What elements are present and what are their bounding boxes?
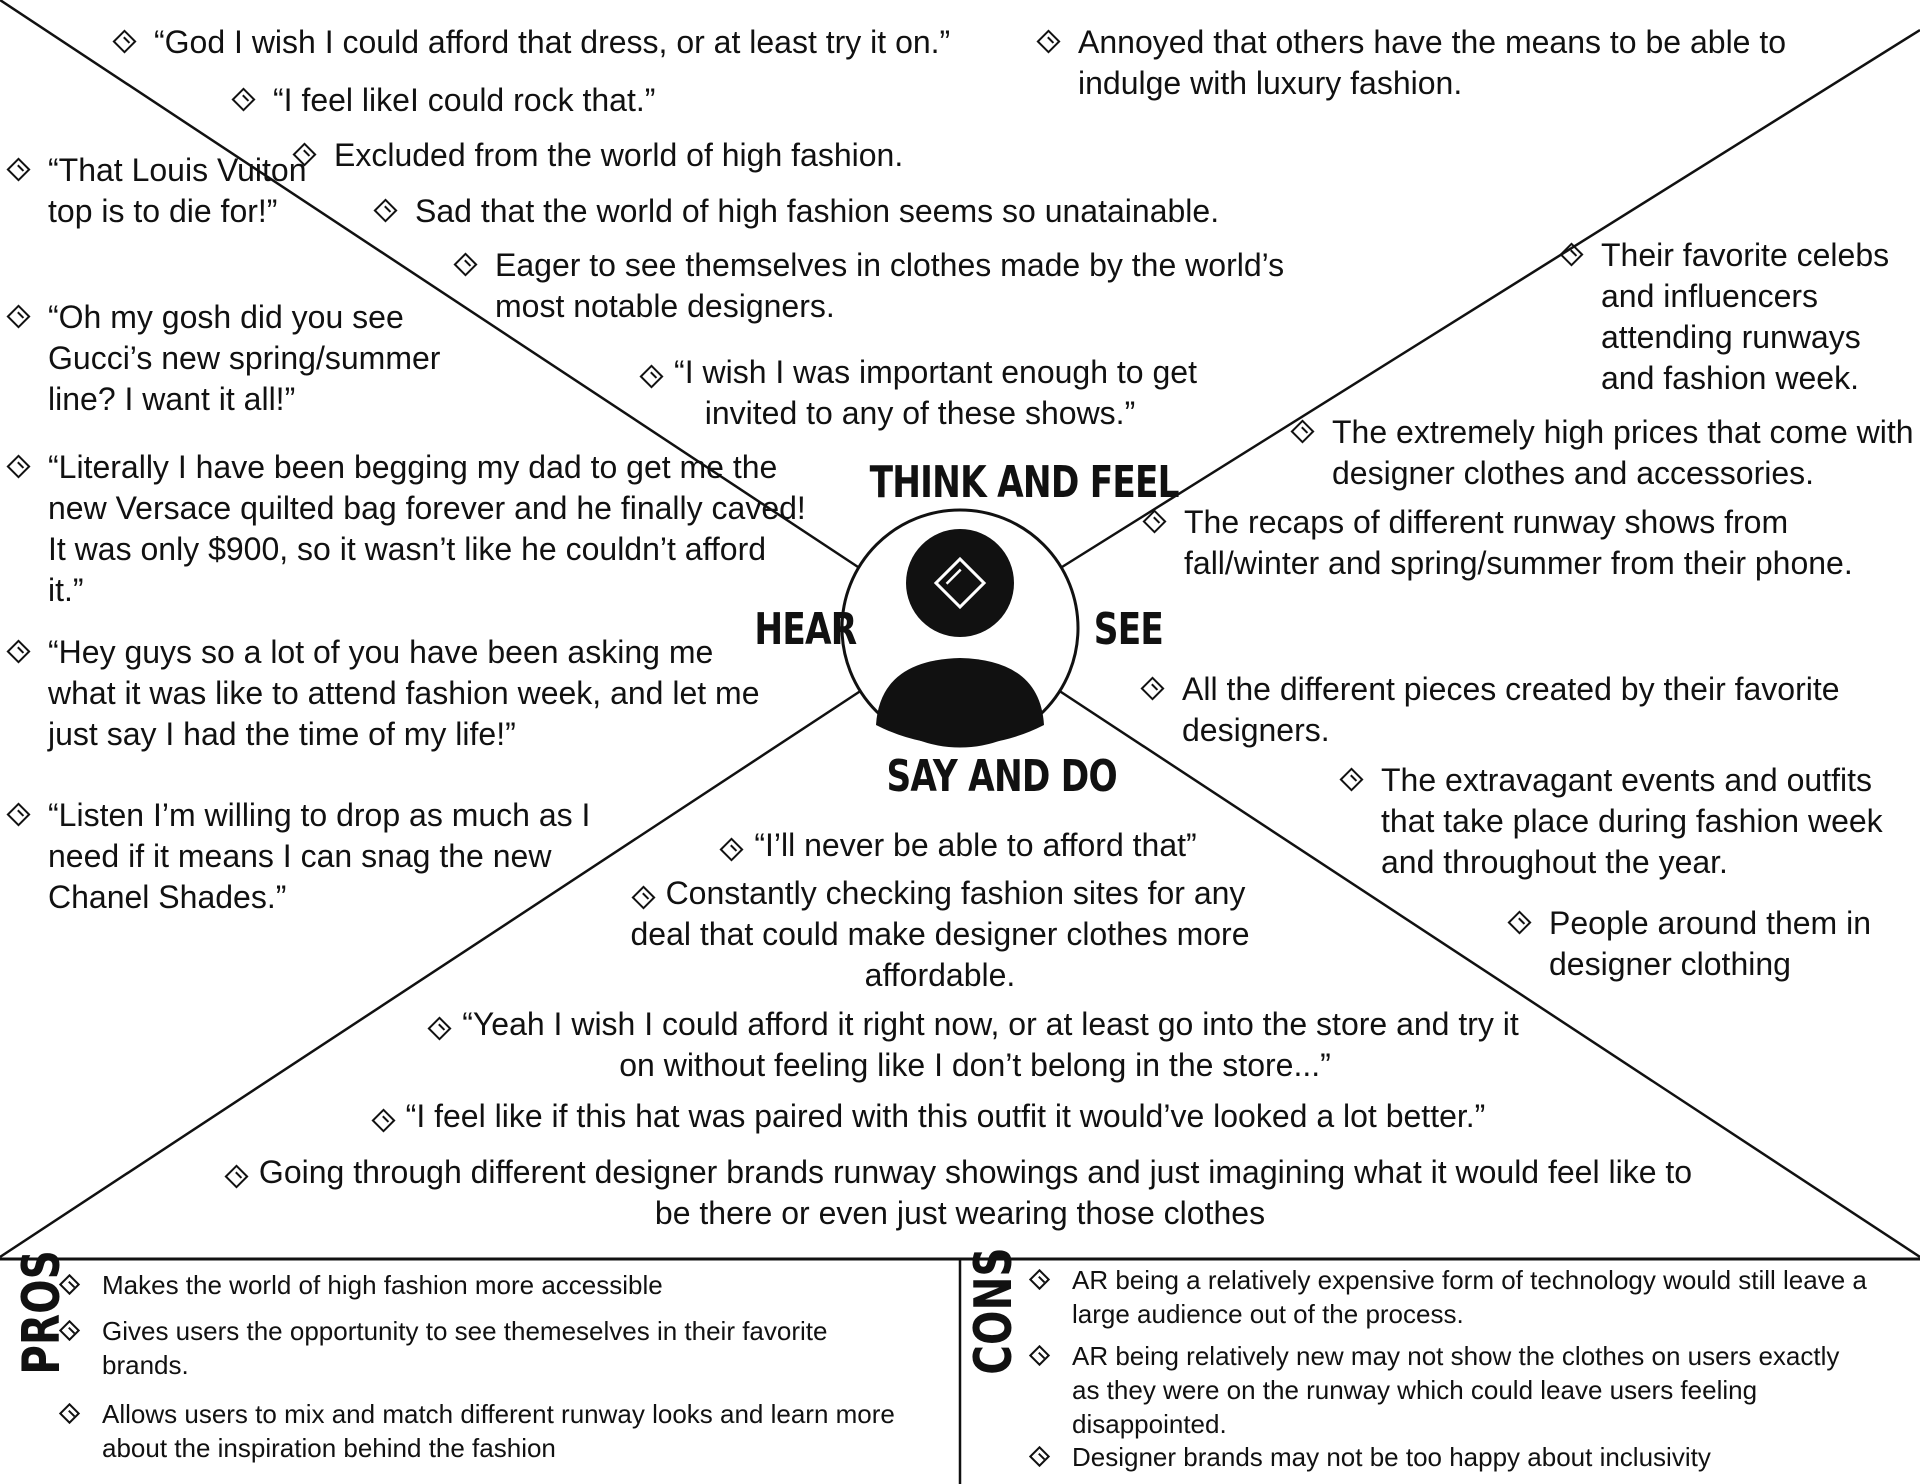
think-feel-item: Annoyed that others have the means to be able to indulge with luxury fashion. [1040, 22, 1840, 104]
think-feel-item: Excluded from the world of high fashion. [296, 135, 976, 176]
bullet-icon [640, 364, 664, 388]
avatar-head [906, 529, 1014, 637]
say-do-item: “Yeah I wish I could afford it right now, or at least go into the store and try it on without feeling like I don’t belong in the store...” [425, 1004, 1525, 1086]
say-do-item: Going through different designer brands runway showings and just imagining what it would feel like to be there or even just wearing those clothes [210, 1152, 1710, 1234]
say-do-item: “I feel like if this hat was paired with this outfit it would’ve looked a lot better.” [300, 1096, 1560, 1137]
cons-item: Designer brands may not be too happy about inclusivity [1032, 1440, 1892, 1474]
cons-item: AR being a relatively expensive form of technology would still leave a large audience out of the process. [1032, 1263, 1872, 1331]
hear-item: “Hey guys so a lot of you have been asking me what it was like to attend fashion week, and let me just say I had the time of my life!” [10, 632, 780, 755]
think-feel-item: Sad that the world of high fashion seems so unatainable. [377, 191, 1277, 232]
pros-label: PROS [12, 1250, 72, 1375]
hear-item: “Listen I’m willing to drop as much as I need if it means I can snag the new Chanel Shades.” [10, 795, 650, 918]
cons-label: CONS [964, 1247, 1024, 1375]
cons-item: AR being relatively new may not show the clothes on users exactly as they were on the runway which could leave users feeling disappointed. [1032, 1339, 1872, 1441]
pros-item: Gives users the opportunity to see themeselves in their favorite brands. [62, 1314, 882, 1382]
hear-label: HEAR [754, 604, 857, 655]
see-item: The extremely high prices that come with designer clothes and accessories. [1294, 412, 1914, 494]
see-item: The extravagant events and outfits that take place during fashion week and throughout the year. [1343, 760, 1915, 883]
hear-item: “That Louis Vuiton top is to die for!” [10, 150, 310, 232]
bullet-icon [224, 1164, 248, 1188]
see-item: The recaps of different runway shows from fall/winter and spring/summer from their phone. [1146, 502, 1916, 584]
bullet-icon [428, 1016, 452, 1040]
think-feel-item: “I wish I was important enough to get invited to any of these shows.” [605, 352, 1235, 434]
user-avatar-icon [842, 510, 1078, 746]
say-do-item: “I’ll never be able to afford that” [630, 825, 1290, 866]
hear-item: “Oh my gosh did you see Gucci’s new spring/summer line? I want it all!” [10, 297, 480, 420]
bullet-icon [720, 837, 744, 861]
say-do-item: Constantly checking fashion sites for any deal that could make designer clothes more affordable. [630, 875, 1250, 993]
see-item: People around them in designer clothing [1511, 903, 1915, 985]
hear-item: “Literally I have been begging my dad to get me the new Versace quilted bag forever and he finally caved! It was only $900, so it wasn’t like he couldn’t afford it.” [10, 447, 810, 611]
think-feel-item: “God I wish I could afford that dress, or at least try it on.” [116, 22, 1036, 63]
see-item: All the different pieces created by their favorite designers. [1144, 669, 1920, 751]
think-feel-label: THINK AND FEEL [869, 457, 1179, 508]
pros-item: Allows users to mix and match different runway looks and learn more about the inspiration behind the fashion [62, 1397, 902, 1465]
say-do-label: SAY AND DO [886, 751, 1117, 802]
bullet-icon [631, 885, 655, 909]
think-feel-item: “I feel likeI could rock that.” [235, 80, 795, 121]
pros-item: Makes the world of high fashion more accessible [62, 1268, 882, 1302]
see-item: Their favorite celebs and influencers attending runways and fashion week. [1563, 235, 1915, 399]
see-label: SEE [1093, 604, 1164, 655]
think-feel-item: Eager to see themselves in clothes made by the world’s most notable designers. [457, 245, 1297, 327]
bullet-icon [371, 1108, 395, 1132]
